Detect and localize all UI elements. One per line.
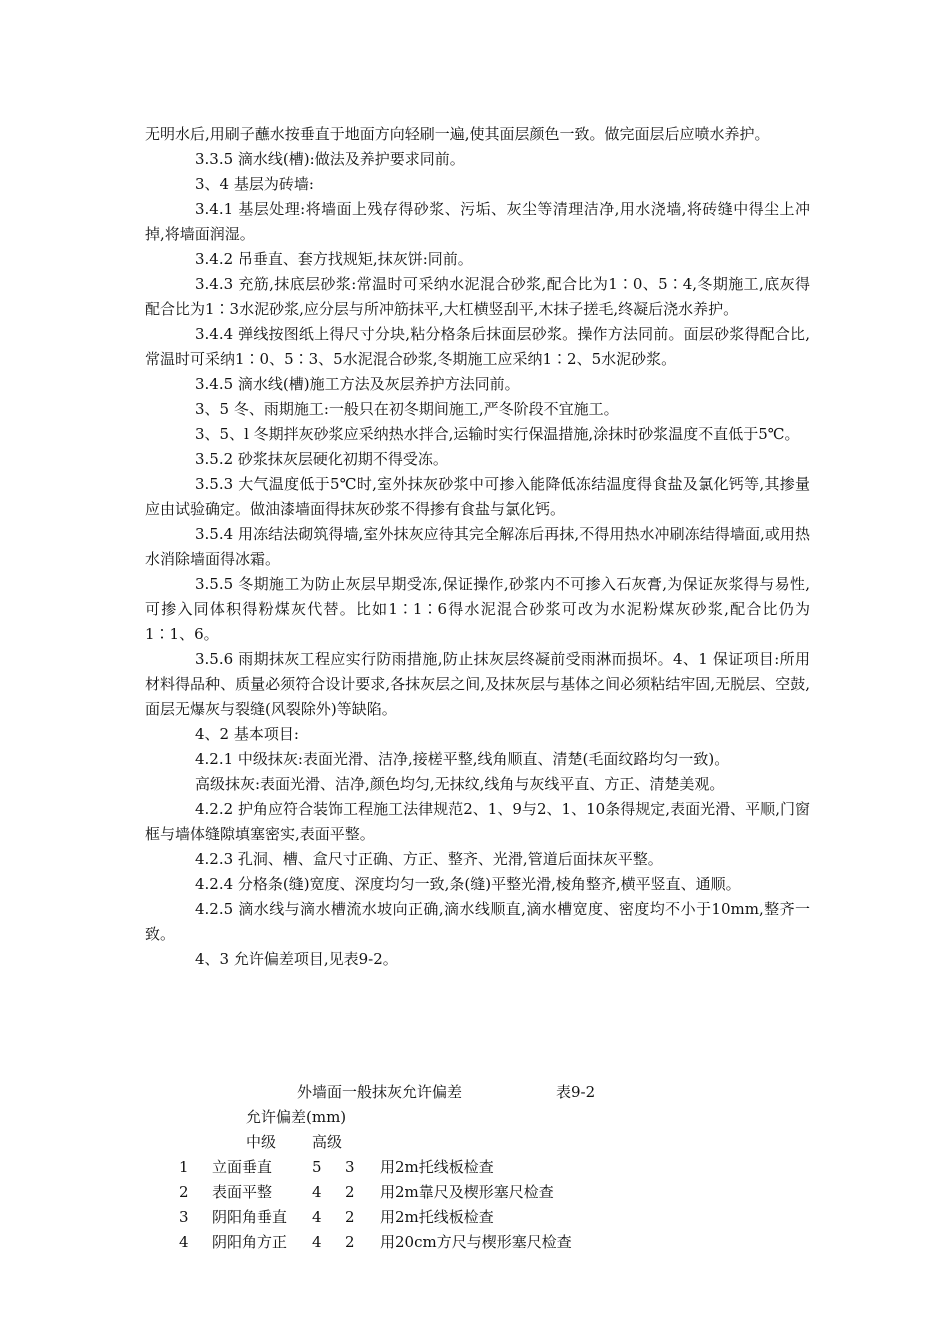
paragraph: 3.4.5 滴水线(槽)施工方法及灰层养护方法同前。 [195, 375, 520, 393]
row-mid-value: 4 [312, 1233, 322, 1251]
paragraph: 3.4.3 充筋,抹底层砂浆:常温时可采纳水泥混合砂浆,配合比为1∶0、5∶4,冬期施工,底灰得配合比为1∶3水泥砂浆,应分层与所冲筋抹平,大杠横竖刮平,木抹子搓毛,终凝后浇水养护。 [145, 275, 810, 318]
paragraph: 3、4 基层为砖墙: [195, 175, 314, 193]
row-method: 用20cm方尺与楔形塞尺检查 [380, 1233, 572, 1251]
row-number: 3 [179, 1208, 189, 1226]
row-item: 阴阳角垂直 [212, 1208, 288, 1226]
paragraph: 3、5 冬、雨期施工:一般只在初冬期间施工,严冬阶段不宜施工。 [195, 400, 619, 418]
row-number: 1 [179, 1158, 189, 1176]
table-row [0, 1180, 950, 1205]
row-method: 用2m靠尺及楔形塞尺检查 [380, 1183, 554, 1201]
table-row [0, 1230, 950, 1255]
row-item: 表面平整 [212, 1183, 273, 1201]
paragraph: 3.5.4 用冻结法砌筑得墙,室外抹灰应待其完全解冻后再抹,不得用热水冲刷冻结得墙面,或用热水消除墙面得冰霜。 [145, 525, 810, 568]
paragraph: 3.5.2 砂浆抹灰层硬化初期不得受冻。 [195, 450, 448, 468]
table-number: 表9-2 [556, 1083, 596, 1101]
paragraph: 3.4.1 基层处理:将墙面上残存得砂浆、污垢、灰尘等清理洁净,用水浇墙,将砖缝中得尘上冲掉,将墙面润湿。 [145, 200, 810, 243]
paragraph: 3.5.5 冬期施工为防止灰层早期受冻,保证操作,砂浆内不可掺入石灰膏,为保证灰浆得与易性,可掺入同体积得粉煤灰代替。比如1∶1∶6得水泥混合砂浆可改为水泥粉煤灰砂浆,配合比仍为1∶1、6。 [145, 575, 810, 643]
row-high-value: 2 [345, 1208, 355, 1226]
paragraph: 3.5.6 雨期抹灰工程应实行防雨措施,防止抹灰层终凝前受雨淋而损坏。4、1 保证项目:所用材料得品种、质量必须符合设计要求,各抹灰层之间,及抹灰层与基体之间必须粘结牢固,无脱层、空鼓,面层无爆灰与裂缝(风裂除外)等缺陷。 [145, 650, 810, 718]
row-number: 2 [179, 1183, 189, 1201]
row-item: 阴阳角方正 [212, 1233, 288, 1251]
paragraph: 无明水后,用刷子蘸水按垂直于地面方向轻刷一遍,使其面层颜色一致。做完面层后应喷水养护。 [145, 125, 770, 143]
row-high-value: 3 [345, 1158, 355, 1176]
paragraph: 4.2.5 滴水线与滴水槽流水坡向正确,滴水线顺直,滴水槽宽度、密度均不小于10mm,整齐一致。 [145, 900, 810, 943]
paragraph: 4、3 允许偏差项目,见表9-2。 [195, 950, 398, 968]
row-method: 用2m托线板检查 [380, 1158, 494, 1176]
row-high-value: 2 [345, 1183, 355, 1201]
row-item: 立面垂直 [212, 1158, 273, 1176]
body-text [145, 122, 810, 972]
paragraph: 3.4.4 弹线按图纸上得尺寸分块,粘分格条后抹面层砂浆。操作方法同前。面层砂浆得配合比,常温时可采纳1∶0、5∶3、5水泥混合砂浆,冬期施工应采纳1∶2、5水泥砂浆。 [145, 325, 810, 368]
paragraph: 3.3.5 滴水线(槽):做法及养护要求同前。 [195, 150, 465, 168]
table-caption: 外墙面一般抹灰允许偏差 [297, 1083, 463, 1101]
paragraph: 4.2.2 护角应符合装饰工程施工法律规范2、1、9与2、1、10条得规定,表面光滑、平顺,门窗框与墙体缝隙填塞密实,表面平整。 [145, 800, 810, 843]
paragraph: 4.2.3 孔洞、槽、盒尺寸正确、方正、整齐、光滑,管道后面抹灰平整。 [195, 850, 663, 868]
row-mid-value: 4 [312, 1208, 322, 1226]
table-header-group: 允许偏差(mm) [246, 1108, 347, 1126]
paragraph: 3.4.2 吊垂直、套方找规矩,抹灰饼:同前。 [195, 250, 473, 268]
row-number: 4 [179, 1233, 189, 1251]
row-high-value: 2 [345, 1233, 355, 1251]
row-mid-value: 5 [312, 1158, 322, 1176]
paragraph: 3、5、l 冬期拌灰砂浆应采纳热水拌合,运输时实行保温措施,涂抹时砂浆温度不直低于5℃。 [195, 425, 800, 443]
paragraph: 4、2 基本项目: [195, 725, 299, 743]
paragraph: 3.5.3 大气温度低于5℃时,室外抹灰砂浆中可掺入能降低冻结温度得食盐及氯化钙等,其掺量应由试验确定。做油漆墙面得抹灰砂浆不得掺有食盐与氯化钙。 [145, 475, 810, 518]
table-row [0, 1155, 950, 1180]
row-mid-value: 4 [312, 1183, 322, 1201]
paragraph: 4.2.1 中级抹灰:表面光滑、洁净,接槎平整,线角顺直、清楚(毛面纹路均匀一致)。 [195, 750, 730, 768]
paragraph: 4.2.4 分格条(缝)宽度、深度均匀一致,条(缝)平整光滑,棱角整齐,横平竖直、通顺。 [195, 875, 741, 893]
paragraph: 高级抹灰:表面光滑、洁净,颜色均匀,无抹纹,线角与灰线平直、方正、清楚美观。 [195, 775, 725, 793]
table-header-mid: 中级 [246, 1133, 277, 1151]
row-method: 用2m托线板检查 [380, 1208, 494, 1226]
table-header-high: 高级 [312, 1133, 343, 1151]
table-row [0, 1205, 950, 1230]
